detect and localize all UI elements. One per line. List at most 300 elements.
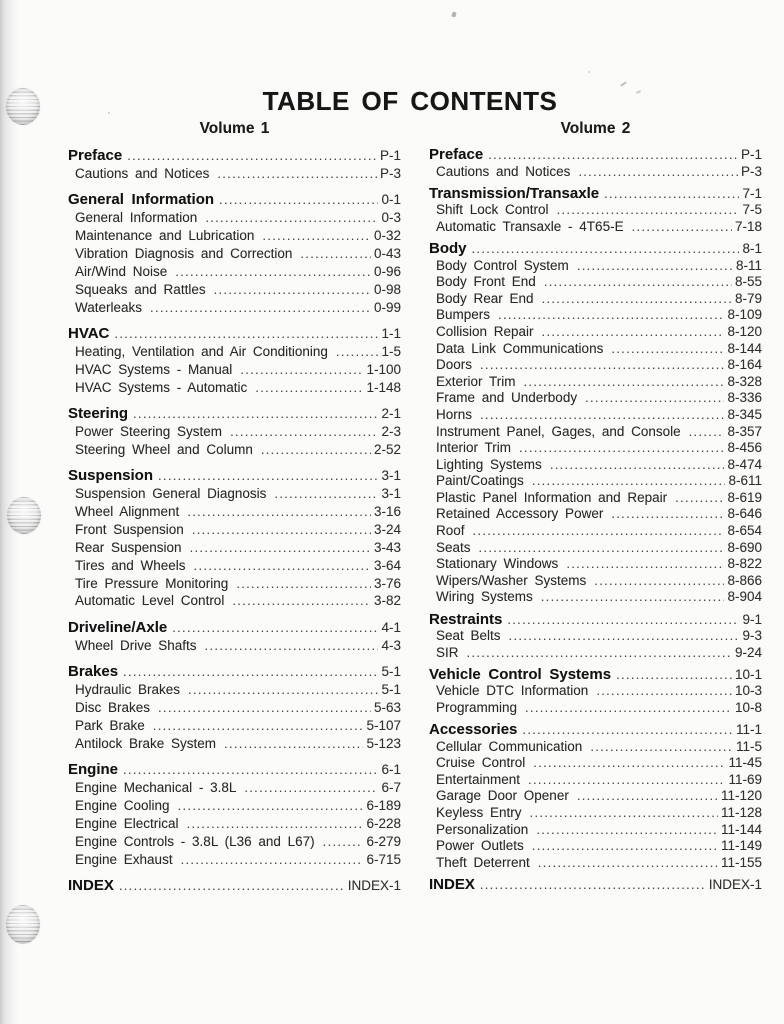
page-number: 10-8 <box>734 700 762 715</box>
entry-label: Maintenance and Lubrication <box>75 228 255 244</box>
entry-label: Body Rear End <box>436 290 534 306</box>
dot-leader <box>616 667 732 684</box>
toc-entry-row <box>68 717 401 735</box>
page-number: 9-3 <box>742 628 762 644</box>
page-number: 8-120 <box>727 323 762 339</box>
scan-speck <box>451 12 456 18</box>
entry-label: Seats <box>436 539 471 555</box>
toc-entry-row <box>68 423 401 441</box>
entry-label: Theft Deterrent <box>436 854 530 870</box>
toc-entry-row <box>429 589 762 606</box>
entry-label: Air/Wind Noise <box>75 263 168 279</box>
binder-hole-top <box>6 88 40 125</box>
page-number: 8-646 <box>727 506 762 522</box>
toc-entry-row <box>429 341 762 358</box>
dot-leader <box>188 681 378 699</box>
page-number: 11-128 <box>720 805 762 821</box>
entry-label: Park Brake <box>75 717 145 733</box>
dot-leader <box>127 147 377 165</box>
binder-hole-middle <box>7 497 41 534</box>
entry-label: HVAC Systems - Manual <box>75 361 233 377</box>
page-number: P-1 <box>740 147 762 162</box>
toc-entry-row <box>429 523 762 540</box>
scan-speck <box>588 71 590 73</box>
toc-entry-row <box>68 343 401 361</box>
page-number: 8-144 <box>727 340 762 356</box>
page-number: 11-149 <box>720 838 762 854</box>
toc-section-row <box>429 877 762 894</box>
toc-section <box>68 663 401 752</box>
toc-entry-row <box>68 209 401 227</box>
dot-leader <box>123 663 378 681</box>
page-number: 8-619 <box>727 489 762 505</box>
dot-leader <box>194 557 371 575</box>
dot-leader <box>219 191 378 209</box>
page-number: 8-866 <box>727 572 762 588</box>
dot-leader <box>509 628 740 645</box>
dot-leader <box>467 645 732 662</box>
dot-leader <box>181 851 364 869</box>
page-number: 0-3 <box>381 210 401 226</box>
entry-label: SIR <box>436 644 459 660</box>
toc-entry-row <box>68 557 401 575</box>
toc-section <box>68 325 401 397</box>
toc-entry-row <box>429 291 762 308</box>
toc-entry-row <box>68 441 401 459</box>
toc-section-row <box>68 467 401 485</box>
page-number: 8-456 <box>727 440 762 456</box>
toc-section-row <box>429 612 762 629</box>
dot-leader <box>585 390 724 407</box>
dot-leader <box>533 755 725 772</box>
toc-entry-row <box>429 573 762 590</box>
entry-label: Vehicle DTC Information <box>436 683 589 699</box>
dot-leader <box>541 589 725 606</box>
entry-label: Squeaks and Rattles <box>75 281 206 297</box>
entry-label: Steering Wheel and Column <box>75 441 253 457</box>
page-number: 7-5 <box>742 202 762 218</box>
dot-leader <box>611 506 724 523</box>
toc-entry-row <box>429 540 762 557</box>
page-number: 0-1 <box>381 192 401 208</box>
toc-entry-row <box>429 628 762 645</box>
section-title: Accessories <box>429 721 518 739</box>
dot-leader <box>172 619 378 637</box>
dot-leader <box>525 700 732 717</box>
toc-section <box>68 761 401 868</box>
page-number: 2-1 <box>381 406 401 422</box>
toc-section <box>68 191 401 316</box>
dot-leader <box>542 291 732 308</box>
toc-section-row <box>68 147 401 165</box>
toc-entry-row <box>429 556 762 573</box>
entry-label: Programming <box>436 700 518 715</box>
page-title: TABLE OF CONTENTS <box>262 86 558 116</box>
page-number: 4-3 <box>381 637 401 653</box>
page-number: 8-654 <box>727 523 762 539</box>
dot-leader <box>274 485 378 503</box>
dot-leader <box>519 440 724 457</box>
toc-entry-row <box>68 699 401 717</box>
toc-section-row <box>68 191 401 209</box>
dot-leader <box>230 423 378 441</box>
entry-label: Garage Door Opener <box>436 788 569 804</box>
toc-section-row <box>68 877 401 895</box>
entry-label: Engine Mechanical - 3.8L <box>75 780 237 795</box>
dot-leader <box>205 209 378 227</box>
entry-label: Cruise Control <box>436 755 526 771</box>
page-number: 8-611 <box>728 473 762 489</box>
toc-entry-row <box>429 788 762 805</box>
toc-entry-row <box>429 805 762 822</box>
toc-entry-row <box>68 815 401 833</box>
volume-2-heading: Volume 2 <box>560 120 631 137</box>
toc-section-row <box>68 619 401 637</box>
toc-entry-row <box>429 202 762 219</box>
entry-label: Entertainment <box>436 771 521 787</box>
toc-entry-row <box>429 424 762 441</box>
toc-section <box>429 722 762 871</box>
dot-leader <box>217 165 377 183</box>
dot-leader <box>175 263 371 281</box>
dot-leader <box>522 722 733 739</box>
entry-label: Roof <box>436 523 465 539</box>
dot-leader <box>158 467 378 485</box>
entry-label: Horns <box>436 406 473 422</box>
entry-label: Body Control System <box>436 257 569 273</box>
section-title: INDEX <box>429 875 475 893</box>
dot-leader <box>632 219 732 236</box>
section-title: Preface <box>429 146 484 163</box>
toc-entry-row <box>429 274 762 291</box>
toc-entry-row <box>68 281 401 299</box>
toc-entry-row <box>429 219 762 236</box>
toc-section <box>429 186 762 236</box>
toc-entry-row <box>429 772 762 789</box>
toc-entry-row <box>68 245 401 263</box>
entry-label: Paint/Coatings <box>436 473 524 489</box>
page-number: 11-120 <box>720 788 762 804</box>
toc-entry-row <box>68 592 401 610</box>
entry-label: Wheel Alignment <box>75 504 180 520</box>
entry-label: Personalization <box>436 821 529 837</box>
toc-columns <box>68 121 762 903</box>
entry-label: Data Link Communications <box>436 340 604 356</box>
dot-leader <box>236 575 371 593</box>
section-title: Driveline/Axle <box>68 618 168 636</box>
dot-leader <box>594 573 724 590</box>
entry-label: Disc Brakes <box>75 699 151 715</box>
entry-label: Plastic Panel Information and Repair <box>436 489 668 505</box>
toc-entry-row <box>429 838 762 855</box>
page-number: 2-52 <box>373 441 401 457</box>
page-number: 3-43 <box>373 539 401 555</box>
entry-label: Automatic Level Control <box>75 593 225 609</box>
page-number: INDEX-1 <box>347 877 401 893</box>
toc-section <box>68 405 401 459</box>
dot-leader <box>689 424 725 441</box>
dot-leader <box>528 772 725 789</box>
toc-entry-row <box>429 457 762 474</box>
dot-leader <box>544 274 732 291</box>
page-number: 8-904 <box>727 589 762 605</box>
page-number: 6-715 <box>366 851 401 867</box>
dot-leader <box>214 281 371 299</box>
dot-leader <box>336 343 379 361</box>
page-number: 6-7 <box>381 780 401 795</box>
toc-section-row <box>429 667 762 684</box>
toc-entry-row <box>429 473 762 490</box>
page-number: 11-1 <box>735 722 762 738</box>
dot-leader <box>536 822 718 839</box>
dot-leader <box>187 503 371 521</box>
page-number: 5-63 <box>373 699 401 715</box>
page-number: 1-1 <box>381 326 401 342</box>
dot-leader <box>532 473 726 490</box>
toc-entry-row <box>429 506 762 523</box>
toc-list-volume-1 <box>68 147 401 895</box>
toc-section-row <box>429 722 762 739</box>
toc-entry-row <box>68 165 401 183</box>
entry-label: Body Front End <box>436 274 536 290</box>
page-number: 3-16 <box>373 504 401 520</box>
toc-entry-row <box>68 299 401 317</box>
dot-leader <box>532 838 718 855</box>
page-number: 3-1 <box>381 468 401 484</box>
dot-leader <box>479 540 725 557</box>
page-number: 0-43 <box>373 245 401 261</box>
dot-leader <box>538 855 718 872</box>
dot-leader <box>473 523 725 540</box>
page-number: 1-100 <box>366 361 401 377</box>
page-number: 8-336 <box>727 390 762 406</box>
dot-leader <box>507 612 739 629</box>
page-number: 11-5 <box>735 738 762 754</box>
section-title: General Information <box>68 191 215 209</box>
dot-leader <box>480 357 724 374</box>
dot-leader <box>675 490 724 507</box>
dot-leader <box>596 683 732 700</box>
entry-label: Rear Suspension <box>75 539 182 555</box>
page-number: 1-148 <box>366 379 401 395</box>
section-title: Suspension <box>68 467 154 485</box>
toc-section <box>429 147 762 180</box>
entry-label: Wiring Systems <box>436 589 533 605</box>
page-number: 8-164 <box>727 357 762 373</box>
dot-leader <box>262 227 371 245</box>
toc-entry-row <box>429 357 762 374</box>
dot-leader <box>577 258 733 275</box>
volume-2-column <box>429 121 762 903</box>
dot-leader <box>178 797 364 815</box>
toc-entry-row <box>429 307 762 324</box>
toc-entry-row <box>68 521 401 539</box>
entry-label: Doors <box>436 357 473 373</box>
dot-leader <box>158 699 371 717</box>
page-number: 8-328 <box>727 373 762 389</box>
page-number: 8-345 <box>727 406 762 422</box>
page-number: 11-144 <box>720 821 762 837</box>
toc-entry-row <box>68 779 401 797</box>
entry-label: Exterior Trim <box>436 373 516 389</box>
entry-label: Wheel Drive Shafts <box>75 637 197 653</box>
dot-leader <box>557 202 740 219</box>
entry-label: Collision Repair <box>436 323 534 339</box>
toc-entry-row <box>429 683 762 700</box>
dot-leader <box>261 441 371 459</box>
section-title: Vehicle Control Systems <box>429 665 612 683</box>
section-title: Transmission/Transaxle <box>429 184 600 202</box>
toc-entry-row <box>68 503 401 521</box>
page-number: 10-3 <box>734 683 762 699</box>
toc-entry-row <box>429 700 762 717</box>
section-title: Restraints <box>429 610 503 628</box>
page-number: 11-45 <box>728 755 762 771</box>
toc-entry-row <box>429 822 762 839</box>
toc-entry-row <box>68 227 401 245</box>
entry-label: Automatic Transaxle - 4T65-E <box>436 218 624 234</box>
dot-leader <box>192 521 371 539</box>
page-number: 6-228 <box>366 815 401 831</box>
dot-leader <box>244 779 378 797</box>
page-number: INDEX-1 <box>708 876 762 892</box>
dot-leader <box>604 186 739 203</box>
section-title: HVAC <box>68 325 110 343</box>
dot-leader <box>524 374 725 391</box>
page-number: 3-82 <box>373 593 401 609</box>
toc-entry-row <box>68 575 401 593</box>
toc-entry-row <box>68 681 401 699</box>
toc-entry-row <box>429 407 762 424</box>
page-number: 6-1 <box>381 762 401 778</box>
toc-section <box>68 877 401 895</box>
section-title: Body <box>429 239 467 257</box>
toc-section <box>429 667 762 717</box>
toc-entry-row <box>68 797 401 815</box>
dot-leader <box>611 341 724 358</box>
entry-label: Engine Exhaust <box>75 851 173 867</box>
toc-section-row <box>68 761 401 779</box>
binder-hole-bottom <box>6 905 40 944</box>
entry-label: Shift Lock Control <box>436 202 549 218</box>
toc-section <box>429 612 762 662</box>
page-number: 6-189 <box>366 797 401 813</box>
dot-leader <box>300 245 371 263</box>
toc-section-row <box>68 663 401 681</box>
page-number: P-1 <box>379 148 401 163</box>
page-number: 3-1 <box>381 486 401 502</box>
page-number: 0-99 <box>373 299 401 315</box>
page-number: 5-1 <box>381 664 401 680</box>
dot-leader <box>578 164 738 181</box>
entry-label: Interior Trim <box>436 440 512 456</box>
volume-1-heading: Volume 1 <box>199 120 270 137</box>
page-number: 8-474 <box>727 456 762 472</box>
toc-entry-row <box>429 490 762 507</box>
entry-label: Retained Accessory Power <box>436 506 604 522</box>
toc-entry-row <box>68 361 401 379</box>
toc-section <box>429 241 762 606</box>
toc-entry-row <box>429 390 762 407</box>
entry-label: Hydraulic Brakes <box>75 682 181 698</box>
toc-entry-row <box>429 739 762 756</box>
dot-leader <box>498 307 724 324</box>
toc-entry-row <box>429 258 762 275</box>
dot-leader <box>153 717 364 735</box>
entry-label: Cautions and Notices <box>436 163 571 179</box>
entry-label: Engine Controls - 3.8L (L36 and L67) <box>75 833 315 849</box>
page-number: 7-18 <box>734 218 762 234</box>
toc-section <box>429 877 762 894</box>
dot-leader <box>123 761 378 779</box>
entry-label: Power Steering System <box>75 423 223 439</box>
toc-entry-row <box>68 735 401 753</box>
page-number: 2-3 <box>381 423 401 439</box>
entry-label: Cautions and Notices <box>75 165 210 181</box>
toc-section <box>68 147 401 183</box>
toc-section <box>68 619 401 655</box>
page-number: 8-79 <box>734 290 762 306</box>
dot-leader <box>133 405 378 423</box>
entry-label: Waterleaks <box>75 299 143 315</box>
section-title: Preface <box>68 147 123 164</box>
dot-leader <box>114 325 378 343</box>
dot-leader <box>240 361 363 379</box>
section-title: INDEX <box>68 876 114 894</box>
entry-label: Engine Electrical <box>75 815 179 831</box>
toc-entry-row <box>429 855 762 872</box>
dot-leader <box>190 539 371 557</box>
entry-label: Frame and Underbody <box>436 390 578 406</box>
toc-list-volume-2 <box>429 147 762 894</box>
entry-label: General Information <box>75 210 198 226</box>
toc-entry-row <box>68 263 401 281</box>
page-number: 8-690 <box>727 539 762 555</box>
dot-leader <box>119 877 345 895</box>
dot-leader <box>205 637 379 655</box>
page-number: 1-5 <box>381 343 401 359</box>
toc-entry-row <box>429 164 762 181</box>
toc-section-row <box>68 405 401 423</box>
toc-entry-row <box>68 379 401 397</box>
entry-label: Power Outlets <box>436 838 524 854</box>
page-number: 0-96 <box>373 263 401 279</box>
entry-label: Front Suspension <box>75 521 184 537</box>
entry-label: Bumpers <box>436 307 491 323</box>
toc-entry-row <box>429 324 762 341</box>
page-number: 3-64 <box>373 557 401 573</box>
toc-entry-row <box>429 755 762 772</box>
page-number: 3-24 <box>373 521 401 537</box>
page-number: 5-1 <box>381 682 401 698</box>
page-number: 7-1 <box>742 185 762 201</box>
page-number: 0-32 <box>373 228 401 244</box>
page-number: 8-109 <box>727 307 762 323</box>
toc-entry-row <box>68 485 401 503</box>
page-number: 9-1 <box>742 611 762 627</box>
dot-leader <box>323 833 364 851</box>
page-number: 8-1 <box>742 240 762 256</box>
entry-label: Engine Cooling <box>75 797 170 813</box>
entry-label: Heating, Ventilation and Air Conditioning <box>75 343 328 359</box>
page-number: 11-69 <box>728 771 762 787</box>
section-title: Brakes <box>68 663 119 681</box>
toc-entry-row <box>68 851 401 869</box>
page-number: 8-357 <box>727 423 762 439</box>
toc-entry-row <box>429 645 762 662</box>
section-title: Steering <box>68 405 129 423</box>
toc-section-row <box>429 241 762 258</box>
